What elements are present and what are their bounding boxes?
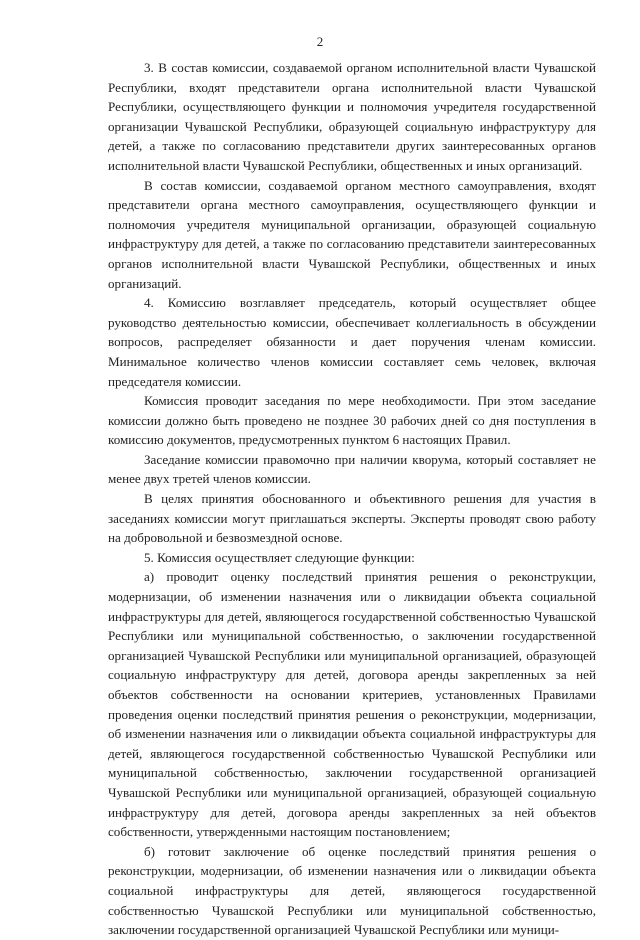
paragraph-3-commission-regional: 3. В состав комиссии, создаваемой органом исполнительной власти Чувашской Республики, входят представители органа исполнительной власти Чувашской Республики, осуществляющего функции и полномочия учредителя государственной организации Чувашской Республики, образующей социальную инфраструктуру для детей, а также по согласованию представители других заинтересованных органов исполнительной власти Чувашской Республики, общественных и иных организаций. [108, 60, 596, 173]
document-body [108, 58, 596, 940]
paragraph-4-chairman: 4. Комиссию возглавляет председатель, который осуществляет общее руководство деятельностью комиссии, обеспечивает коллегиальность в обсуждении вопросов, распределяет обязанности и дает поручения членам комиссии. Минимальное количество членов комиссии составляет семь человек, включая председателя комиссии. [108, 295, 596, 389]
paragraph-function-b: б) готовит заключение об оценке последствий принятия решения о реконструкции, модернизации, об изменении назначения или о ликвидации объекта социальной инфраструктуры для детей, являющегося государственной собственностью Чувашской Республики или муниципальной собственностью, заключении государственной организацией Чувашской Республики или муници- [108, 843, 596, 938]
paragraph-meetings: Комиссия проводит заседания по мере необходимости. При этом заседание комиссии должно быть проведено не позднее 30 рабочих дней со дня поступления в комиссию документов, предусмотренных пунктом 6 настоящих Правил. [108, 393, 596, 448]
page-number: 2 [316, 34, 324, 49]
paragraph-experts: В целях принятия обоснованного и объективного решения для участия в заседаниях комиссии могут приглашаться эксперты. Эксперты проводят свою работу на добровольной и безвозмездной основе. [108, 491, 596, 546]
paragraph-quorum: Заседание комиссии правомочно при наличии кворума, который составляет не менее двух третей членов комиссии. [108, 451, 596, 487]
paragraph-function-a: а) проводит оценку последствий принятия решения о реконструкции, модернизации, об изменении назначения или о ликвидации объекта социальной инфраструктуры для детей, являющегося государственной собственностью Чувашской Республики или муниципальной собственностью, о заключении государственной организацией Чувашской Республики или муниципальной организацией, образующей социальную инфраструктуру для детей, договора аренды закрепленных за ней объектов собственности на основании критериев, установленных Правилами проведения оценки последствий принятия решения о реконструкции, модернизации, об изменении назначения или о ликвидации объекта социальной инфраструктуры для детей, являющегося государственной собственностью Чувашской Республики или муниципальной собственностью, заключении государственной организацией Чувашской Республики или муниципальной организацией, образующей социальную инфраструктуру для детей, договора аренды закрепленных за ней объектов собственности, утвержденными настоящим постановлением; [108, 569, 596, 840]
paragraph-5-functions: 5. Комиссия осуществляет следующие функции: [144, 549, 415, 565]
paragraph-commission-municipal: В состав комиссии, создаваемой органом местного самоуправления, входят представители органа местного самоуправления, осуществляющего функции и полномочия учредителя муниципальной организации, образующей социальную инфраструктуру для детей, а также по согласованию представители заинтересованных органов исполнительной власти Чувашской Республики, общественных и иных организаций. [108, 177, 596, 291]
